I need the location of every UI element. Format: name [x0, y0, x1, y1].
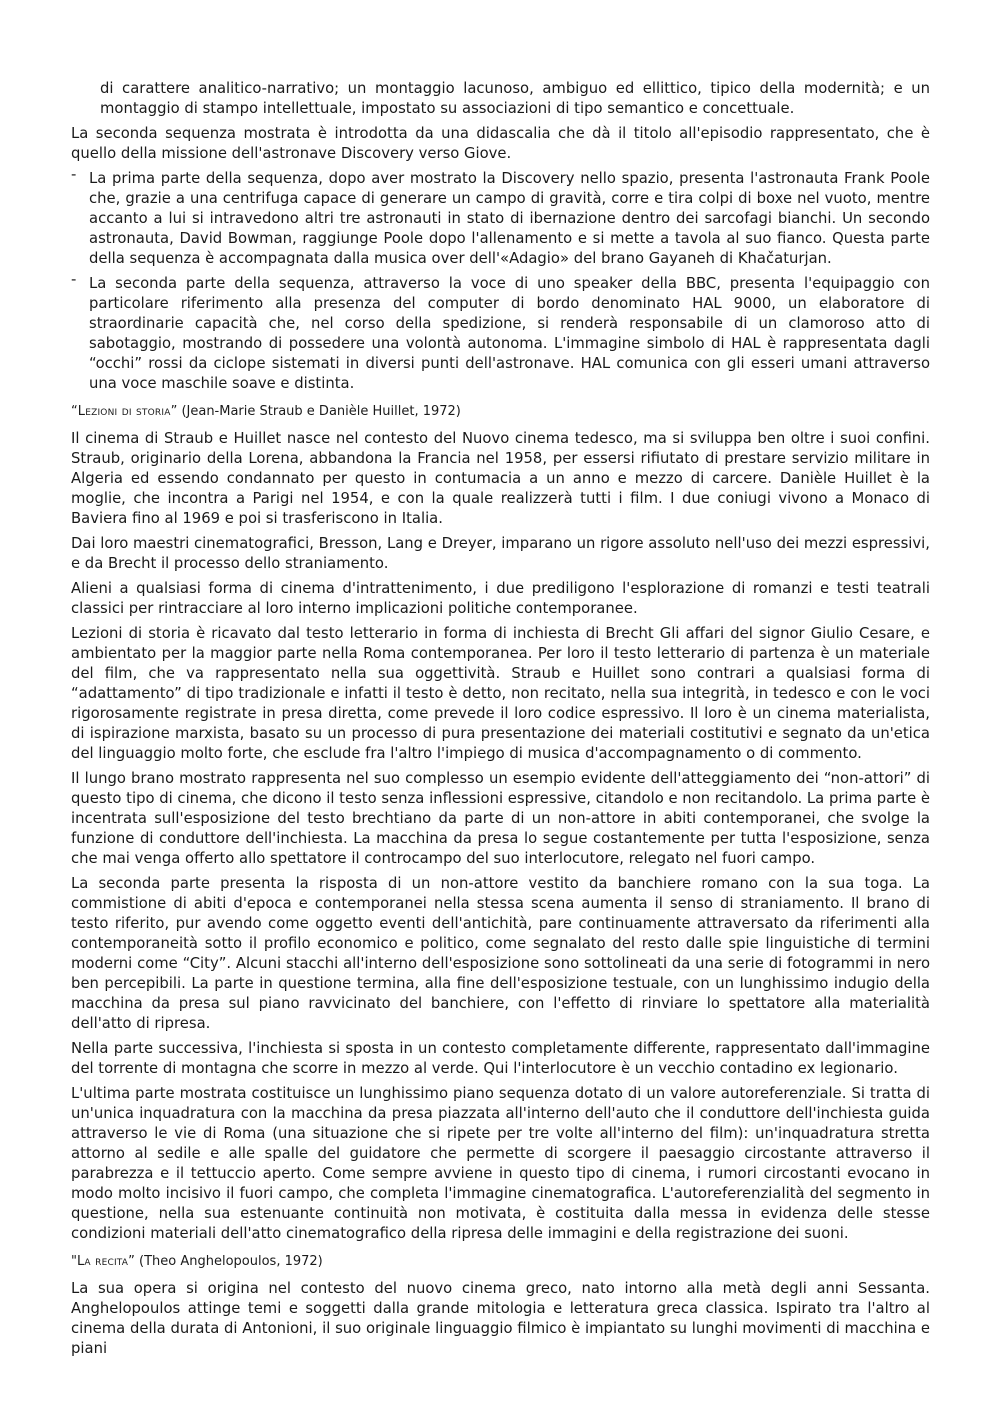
heading-credits: ” (Theo Anghelopoulos, 1972) — [128, 1254, 323, 1269]
section-heading-la-recita — [71, 1252, 930, 1272]
bullet-item — [71, 166, 930, 269]
heading-title: Lezioni di storia — [77, 404, 171, 419]
body-paragraph: Lezioni di storia è ricavato dal testo letterario in forma di inchiesta di Brecht Gli affari del signor Giulio Cesare, e ambientato per la maggior parte nella Roma contemporanea. Per loro il testo letterario di partenza è un materiale del film, che va rappresentato nella sua oggettività. Straub e Huillet sono contrari a qualsiasi forma di “adattamento” di tipo tradizionale e infatti il testo è detto, non recitato, nella sua integrità, in tedesco e con le voci rigorosamente registrate in presa diretta, come prevede il loro codice espressivo. Il loro è un cinema materialista, di ispirazione marxista, basato su un processo di pura presentazione dei materiali costitutivi e segnato da un'etica del linguaggio molto forte, che esclude fra l'altro l'impiego di musica d'accompagnamento o di commento. — [71, 625, 930, 762]
body-paragraph: Dai loro maestri cinematografici, Bresson, Lang e Dreyer, imparano un rigore assoluto nell'uso dei mezzi espressivi, e da Brecht il processo dello straniamento. — [71, 535, 930, 572]
heading-quote: “ — [71, 404, 78, 419]
heading-quote: " — [71, 1254, 77, 1269]
bullet-item — [71, 271, 930, 394]
body-paragraph: La sua opera si origina nel contesto del nuovo cinema greco, nato intorno alla metà degli anni Sessanta. Anghelopoulos attinge temi e soggetti dalla grande mitologia e letteratura greca classica. Ispirato tra l'altro al cinema della durata di Antonioni, il suo originale linguaggio filmico è impiantato su lunghi movimenti di macchina e piani — [71, 1280, 930, 1357]
body-paragraph: Il cinema di Straub e Huillet nasce nel contesto del Nuovo cinema tedesco, ma si sviluppa ben oltre i suoi confini. Straub, originario della Lorena, abbandona la Francia nel 1958, per essersi rifiutato di prestare servizio militare in Algeria ed essendo condannato per questo in contumacia a un anno e mezzo di carcere. Danièle Huillet è la moglie, che incontra a Parigi nel 1954, e con la quale realizzerà tutti i film. I due coniugi vivono a Monaco di Baviera fino al 1969 e poi si trasferiscono in Italia. — [71, 430, 930, 527]
bullet-text: La seconda parte della sequenza, attraverso la voce di uno speaker della BBC, presenta l'equipaggio con particolare riferimento alla presenza del computer di bordo denominato HAL 9000, un elaboratore di straordinarie capacità che, nel corso della spedizione, si renderà responsabile di un clamoroso atto di sabotaggio, mostrando di possedere una volontà autonoma. L'immagine simbolo di HAL è rappresentata dagli “occhi” rossi da ciclope sistemati in diversi punti dell'astronave. HAL comunica con gli esseri umani attraverso una voce maschile soave e distinta. — [89, 275, 930, 392]
body-paragraph: Il lungo brano mostrato rappresenta nel suo complesso un esempio evidente dell'atteggiamento dei “non-attori” di questo tipo di cinema, che dicono il testo senza inflessioni espressive, citandolo e non recitandolo. La prima parte è incentrata sull'esposizione del testo brechtiano da parte di un non-attore in abiti contemporanei, che svolge la funzione di conduttore dell'inchiesta. La macchina da presa lo segue costantemente per tutta l'esposizione, senza che mai venga offerto allo spettatore il controcampo del suo interlocutore, relegato nel fuori campo. — [71, 770, 930, 867]
heading-credits: ” (Jean-Marie Straub e Danièle Huillet, 1972) — [170, 404, 461, 419]
body-paragraph: Alieni a qualsiasi forma di cinema d'intrattenimento, i due prediligono l'esplorazione di romanzi e testi teatrali classici per rintracciare al loro interno implicazioni politiche contemporanee. — [71, 580, 930, 617]
body-paragraph: L'ultima parte mostrata costituisce un lunghissimo piano sequenza dotato di un valore autoreferenziale. Si tratta di un'unica inquadratura con la macchina da presa piazzata all'interno dell'auto che il conduttore dell'inchiesta guida attraverso le vie di Roma (una situazione che si ripete per tre volte all'interno del film): un'inquadratura stretta attorno al sedile e alle spalle del guidatore che permette di scorgere il paesaggio circostante attraverso il parabrezza e il tettuccio aperto. Come sempre avviene in questo tipo di cinema, i rumori circostanti evocano in modo molto incisivo il fuori campo, che completa l'immagine cinematografica. L'autoreferenzialità del segmento in questione, nella sua estenuante continuità non motivata, è costituita dalla messa in evidenza delle stesse condizioni materiali dell'atto cinematografico della ripresa delle immagini e della registrazione dei suoni. — [71, 1085, 930, 1242]
discovery-intro-paragraph: La seconda sequenza mostrata è introdotta da una didascalia che dà il titolo all'episodio rappresentato, che è quello della missione dell'astronave Discovery verso Giove. — [71, 125, 930, 162]
intro-continuation-paragraph: di carattere analitico-narrativo; un montaggio lacunoso, ambiguo ed ellittico, tipico della modernità; e un montaggio di stampo intellettuale, impostato su associazioni di tipo semantico e concettuale. — [100, 80, 930, 117]
dash-bullet-icon: - — [71, 166, 77, 183]
body-paragraph: La seconda parte presenta la risposta di un non-attore vestito da banchiere romano con la sua toga. La commistione di abiti d'epoca e contemporanei nella stessa scena aumenta il senso di straniamento. Il brano di testo riferito, pur avendo come oggetto eventi dell'antichità, pare continuamente attraversato da riferimenti alla contemporaneità sotto il profilo economico e politico, come segnalato del resto dalle spie linguistiche di termini moderni come “City”. Alcuni stacchi all'interno dell'esposizione sono sottolineati da una serie di fotogrammi in nero ben percepibili. La parte in questione termina, alla fine dell'esposizione testuale, con un lunghissimo indugio della macchina da presa sul piano ravvicinato del banchiere, con l'effetto di rinviare lo spettatore alla materialità dell'atto di ripresa. — [71, 875, 930, 1032]
section-heading-lezioni-di-storia — [71, 402, 930, 422]
dash-bullet-icon: - — [71, 271, 77, 288]
discovery-bullet-list — [71, 166, 930, 394]
bullet-text: La prima parte della sequenza, dopo aver mostrato la Discovery nello spazio, presenta l'astronauta Frank Poole che, grazie a una centrifuga capace di generare un campo di gravità, corre e tira colpi di boxe nel vuoto, mentre accanto a lui si intravedono altri tre astronauti in stato di ibernazione dentro dei sarcofagi bianchi. Un secondo astronauta, David Bowman, raggiunge Poole dopo l'allenamento e si mette a tavola al suo fianco. Questa parte della sequenza è accompagnata dalla musica over dell'«Adagio» del brano Gayaneh di Khačaturjan. — [89, 170, 930, 267]
body-paragraph: Nella parte successiva, l'inchiesta si sposta in un contesto completamente differente, rappresentato dall'immagine del torrente di montagna che scorre in mezzo al verde. Qui l'interlocutore è un vecchio contadino ex legionario. — [71, 1040, 930, 1077]
heading-title: La recita — [76, 1254, 129, 1269]
